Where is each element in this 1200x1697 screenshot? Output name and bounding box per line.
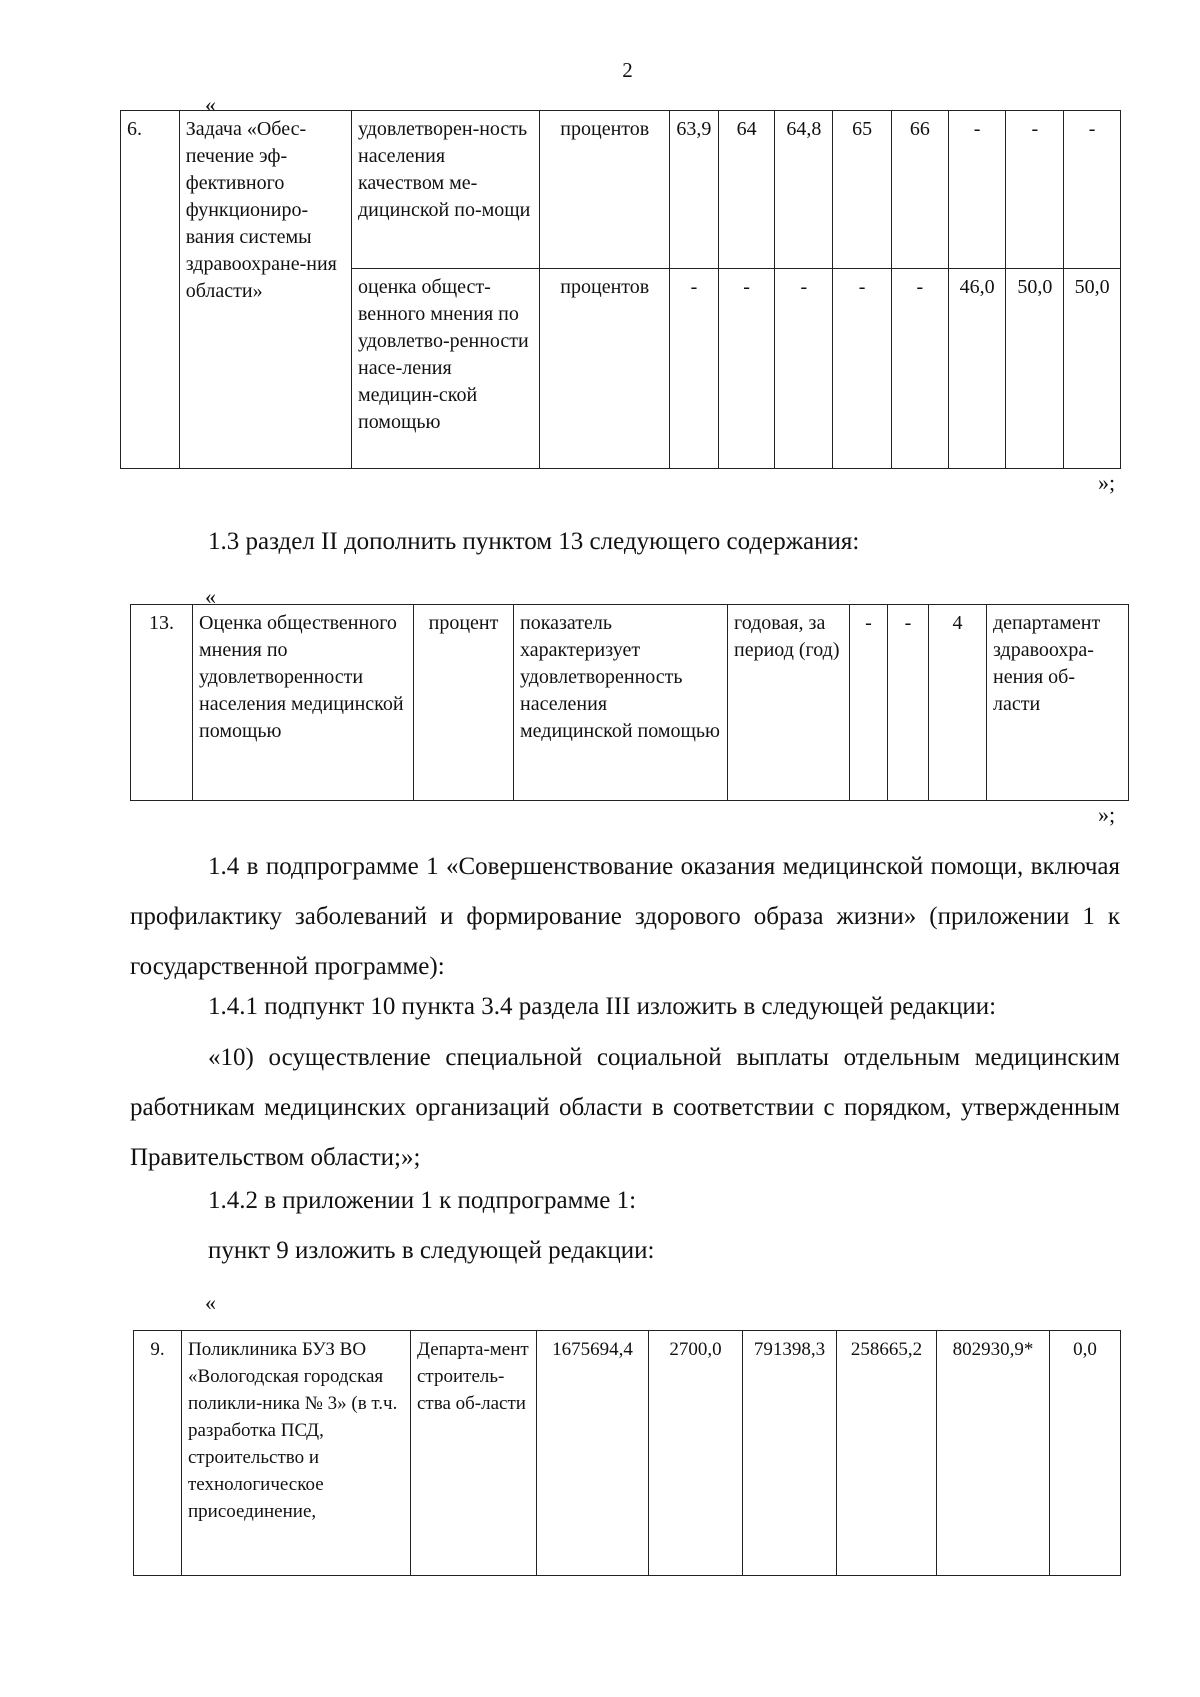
paragraph-1-4-1: 1.4.1 подпункт 10 пункта 3.4 раздела III изложить в следующей редакции: (208, 993, 997, 1020)
quote-open-2: « (205, 584, 216, 609)
row-number: 9. (134, 1331, 182, 1576)
indicator-name: Оценка общественного мнения по удовлетворенности населения медицинской помощью (193, 605, 414, 801)
indicator-name: оценка общест-венного мнения по удовлетво-ренности насе-ления медицин-ской помощью (351, 269, 539, 469)
value-cell: - (948, 111, 1006, 269)
value-cell: 2700,0 (649, 1331, 743, 1576)
value-cell: 65 (833, 111, 892, 269)
value-cell: - (718, 269, 775, 469)
unit-cell: процентов (540, 269, 670, 469)
table-object-9 (133, 1330, 1121, 1576)
quote-open-1: « (205, 92, 216, 117)
value-cell: - (1064, 111, 1121, 269)
table-row (134, 1331, 1121, 1576)
value-cell: 46,0 (948, 269, 1006, 469)
quote-close-2: »; (1098, 802, 1116, 827)
paragraph-1-4-2: 1.4.2 в приложении 1 к подпрограмме 1: (208, 1187, 637, 1214)
value-cell: 63,9 (670, 111, 719, 269)
table-indicator-13 (130, 604, 1129, 801)
value-cell: 802930,9* (937, 1331, 1050, 1576)
value-cell: 66 (891, 111, 948, 269)
value-cell: 4 (929, 605, 987, 801)
row-number: 6. (121, 111, 180, 469)
value-cell: 0,0 (1050, 1331, 1121, 1576)
indicator-name: удовлетворен-ность населения качеством ме-дицинской по-мощи (351, 111, 539, 269)
page-number: 2 (622, 58, 633, 82)
value-cell: 50,0 (1006, 269, 1064, 469)
value-cell: - (775, 269, 833, 469)
section-1-3: 1.3 раздел II дополнить пунктом 13 следующего содержания: (208, 528, 860, 555)
table-row (131, 605, 1129, 801)
paragraph-1-4: 1.4 в подпрограмме 1 «Совершенствование оказания медицинской помощи, включая профилактику заболеваний и формирование здорового образа жизни» (приложении 1 к государственной программе): (130, 853, 1120, 980)
value-cell: - (833, 269, 892, 469)
table-row (121, 111, 1121, 269)
indicator-description: показатель характеризует удовлетворенность населения медицинской помощью (514, 605, 728, 801)
object-name: Поликлиника БУЗ ВО «Вологодская городская поликли-ника № 3» (в т.ч. разработка ПСД, строительство и технологическое присоединение, (182, 1331, 411, 1576)
quote-open-3: « (205, 1290, 216, 1315)
value-cell: - (850, 605, 888, 801)
responsible-cell: департамент здравоохра-нения об-ласти (987, 605, 1129, 801)
value-cell: - (670, 269, 719, 469)
value-cell: 258665,2 (837, 1331, 937, 1576)
unit-cell: процентов (540, 111, 670, 269)
value-cell: 50,0 (1064, 269, 1121, 469)
quote-close-1: »; (1098, 470, 1116, 495)
value-cell: - (891, 269, 948, 469)
paragraph-item-9: пункт 9 изложить в следующей редакции: (208, 1237, 655, 1264)
value-cell: 1675694,4 (537, 1331, 649, 1576)
row-number: 13. (131, 605, 193, 801)
value-cell: 64,8 (775, 111, 833, 269)
periodicity-cell: годовая, за период (год) (728, 605, 850, 801)
value-cell: - (1006, 111, 1064, 269)
table-goal-indicators (120, 110, 1121, 469)
value-cell: 64 (718, 111, 775, 269)
task-name: Задача «Обес-печение эф-фективного функциониро-вания системы здравоохране-ния области» (179, 111, 351, 469)
department-cell: Департа-мент строитель-ства об-ласти (411, 1331, 537, 1576)
paragraph-item-10: «10) осуществление специальной социальной выплаты отдельным медицинским работникам медицинских организаций области в соответствии с порядком, утвержденным Правительством области;»; (130, 1044, 1120, 1171)
value-cell: 791398,3 (743, 1331, 837, 1576)
value-cell: - (888, 605, 929, 801)
unit-cell: процент (414, 605, 514, 801)
